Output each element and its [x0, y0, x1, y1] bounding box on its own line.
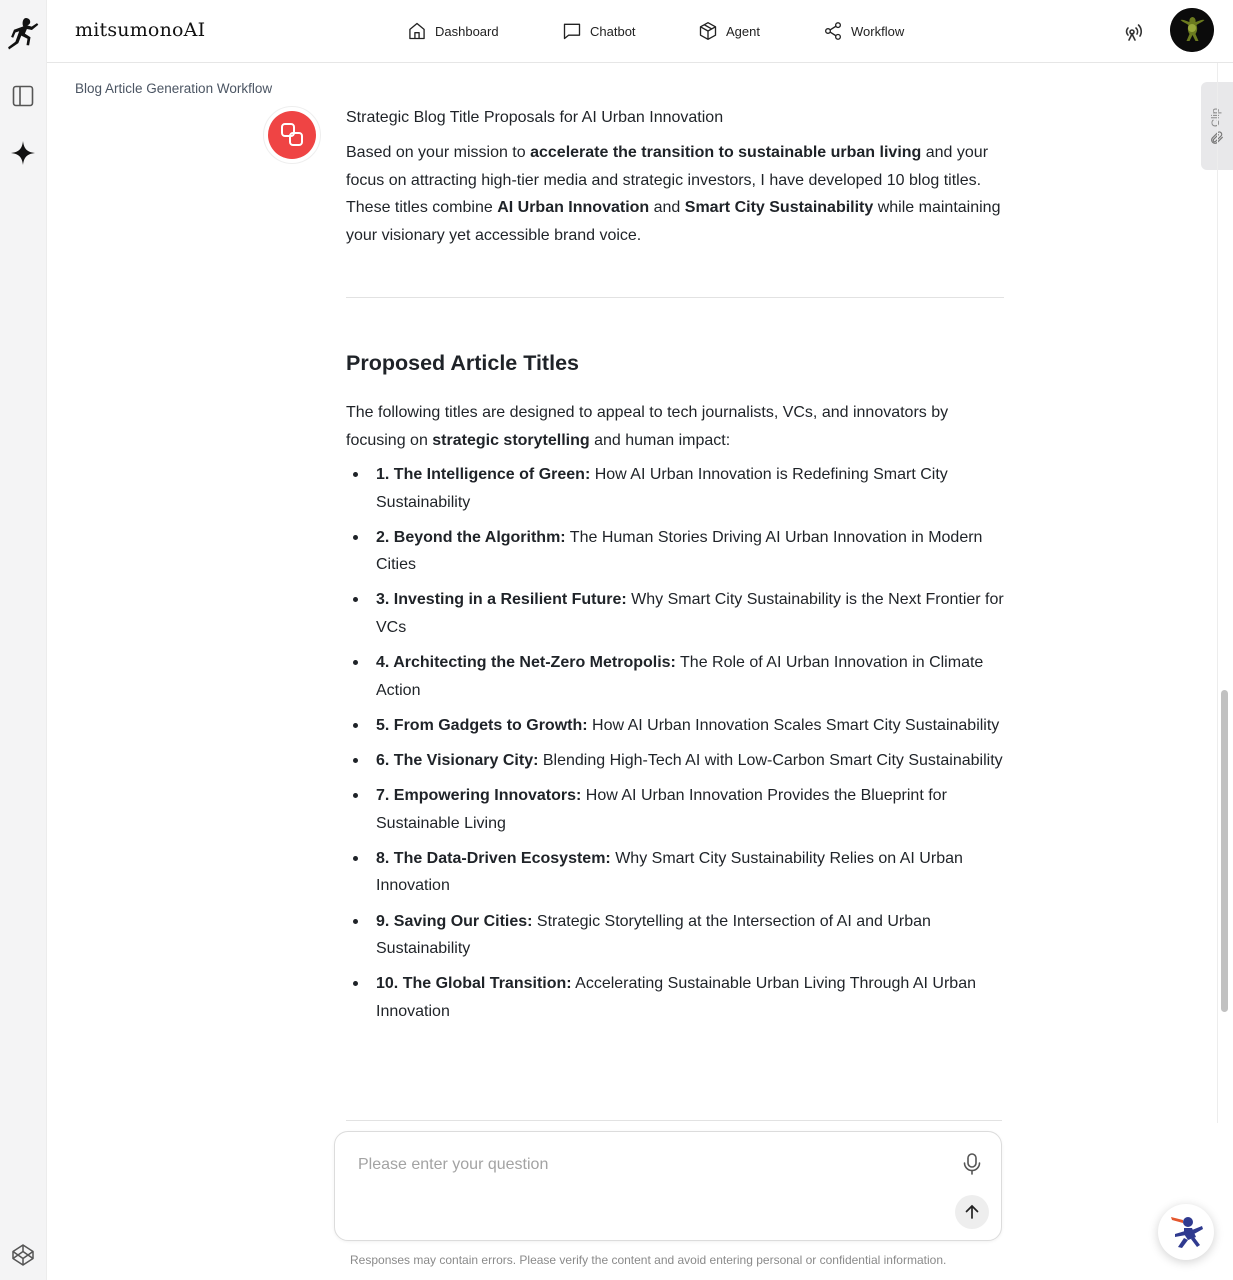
nav-workflow-label: Workflow	[851, 23, 905, 39]
chat-input-box	[334, 1131, 1002, 1241]
user-avatar[interactable]	[1170, 8, 1214, 52]
broadcast-icon[interactable]	[1121, 19, 1145, 43]
arrow-up-icon	[963, 1203, 981, 1221]
lead-bold-1: strategic storytelling	[432, 431, 590, 449]
ninja-mascot-icon	[1158, 1204, 1214, 1260]
user-avatar-image	[1170, 8, 1214, 52]
workflow-nodes-icon	[268, 111, 316, 159]
title-text: Strategic Storytelling at the Intersection of AI and Urban Sustainability	[376, 912, 931, 957]
list-item	[346, 782, 1004, 837]
microphone-icon[interactable]	[961, 1152, 983, 1176]
breadcrumb: Blog Article Generation Workflow	[75, 81, 273, 96]
lead-text-2: and human impact:	[589, 431, 731, 449]
lead-text-1: The following titles are designed to appeal to tech journalists, VCs, and innovators by focusing on	[346, 404, 949, 449]
message-title: Strategic Blog Title Proposals for AI Urban Innovation	[346, 109, 724, 126]
package-icon	[698, 21, 718, 41]
divider	[346, 297, 1004, 298]
bot-avatar	[263, 106, 321, 164]
title-text: Blending High-Tech AI with Low-Carbon Smart City Sustainability	[538, 751, 1003, 769]
intro-text-3: and	[649, 199, 685, 216]
title-text: The Role of AI Urban Innovation in Climate Action	[376, 654, 984, 699]
runner-logo-icon[interactable]	[6, 16, 40, 54]
brand-name[interactable]: mitsumonoAI	[75, 19, 206, 41]
list-item	[346, 649, 1004, 704]
intro-text-1: Based on your mission to	[346, 144, 531, 161]
disclaimer-text: Responses may contain errors. Please verify the content and avoid entering personal or confidential information.	[350, 1253, 947, 1267]
title-label: 1. The Intelligence of Green:	[376, 466, 591, 483]
list-item	[346, 524, 1004, 579]
list-item	[346, 908, 1004, 963]
intro-bold-3: Smart City Sustainability	[684, 199, 874, 216]
list-item	[346, 747, 1004, 775]
list-item	[346, 712, 1004, 740]
title-label: 2. Beyond the Algorithm:	[376, 528, 566, 546]
scrollbar-thumb[interactable]	[1221, 690, 1228, 1012]
intro-bold-2: AI Urban Innovation	[497, 199, 650, 216]
title-text: The Human Stories Driving AI Urban Innovation in Modern Cities	[376, 528, 983, 574]
title-text: Why Smart City Sustainability Relies on AI Urban Innovation	[376, 849, 963, 895]
section-lead	[346, 399, 1004, 454]
floating-assistant-button[interactable]	[1158, 1204, 1214, 1260]
title-text: How AI Urban Innovation Scales Smart City Sustainability	[587, 716, 1000, 734]
list-item	[346, 586, 1004, 641]
left-rail	[0, 0, 47, 1280]
nav-chatbot[interactable]	[562, 0, 636, 62]
chat-bubble-icon	[562, 21, 582, 41]
send-button[interactable]	[955, 1195, 989, 1229]
list-item	[346, 461, 1004, 516]
title-label: 5. From Gadgets to Growth:	[376, 716, 588, 734]
sidebar-toggle-icon[interactable]	[11, 84, 35, 108]
nav-agent-label: Agent	[726, 23, 760, 39]
intro-bold-1: accelerate the transition to sustainable urban living	[530, 144, 922, 161]
title-label: 4. Architecting the Net-Zero Metropolis:	[376, 654, 676, 672]
clip-label: Clip	[1210, 108, 1222, 127]
home-icon	[407, 21, 427, 41]
question-input[interactable]	[358, 1152, 918, 1178]
title-label: 10. The Global Transition:	[376, 975, 572, 993]
list-item	[346, 970, 1004, 1025]
title-label: 9. Saving Our Cities:	[376, 912, 533, 930]
title-list	[346, 461, 1004, 1025]
intro-text-4: while maintaining your visionary yet accessible brand voice.	[346, 199, 1001, 244]
title-label: 6. The Visionary City:	[376, 751, 539, 769]
nav-dashboard-label: Dashboard	[435, 23, 499, 39]
message-content	[346, 105, 1004, 1033]
title-text: How AI Urban Innovation Provides the Blueprint for Sustainable Living	[376, 787, 947, 832]
title-label: 7. Empowering Innovators:	[376, 787, 582, 805]
title-text: How AI Urban Innovation is Redefining Smart City Sustainability	[376, 466, 948, 511]
list-item	[346, 845, 1004, 900]
nav-agent[interactable]	[698, 0, 760, 62]
codepen-icon[interactable]	[11, 1243, 35, 1267]
message-intro	[346, 139, 1004, 249]
intro-text-2: and your focus on attracting high-tier media and strategic investors, I have developed 10 blog titles. These titles combine	[346, 144, 989, 216]
nav-workflow[interactable]	[823, 0, 904, 62]
nav-chatbot-label: Chatbot	[590, 23, 636, 39]
nav-dashboard[interactable]	[407, 0, 499, 62]
title-text: Why Smart City Sustainability is the Next Frontier for VCs	[376, 591, 1004, 636]
title-text: Accelerating Sustainable Urban Living Through AI Urban Innovation	[376, 975, 976, 1020]
section-title: Proposed Article Titles	[346, 351, 579, 375]
input-divider	[346, 1120, 1002, 1121]
title-label: 8. The Data-Driven Ecosystem:	[376, 849, 611, 867]
top-header	[47, 0, 1233, 63]
sparkle-icon[interactable]	[10, 140, 36, 166]
title-label: 3. Investing in a Resilient Future:	[376, 591, 627, 609]
share-nodes-icon	[823, 21, 843, 41]
